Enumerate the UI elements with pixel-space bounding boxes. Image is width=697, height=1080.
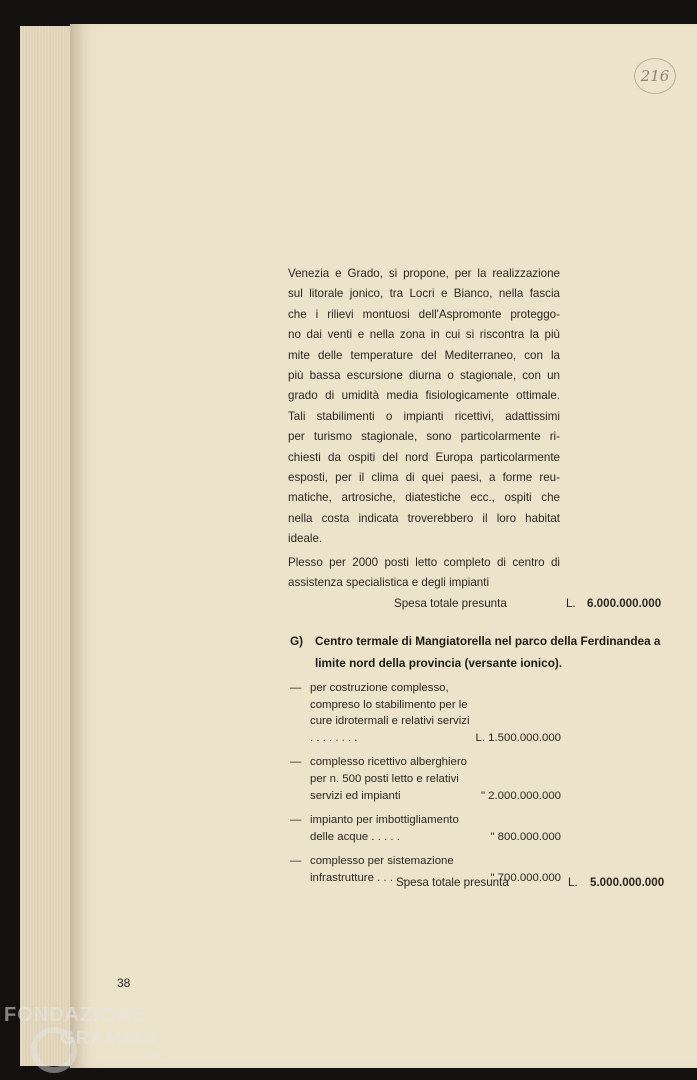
handwritten-page-annotation: 216 [634, 58, 676, 94]
paragraph-line: più bassa escursione diurna o stagionale, con un [288, 369, 560, 383]
paragraph-line: grado di umidità media fisiologicamente ottimale. [288, 389, 560, 403]
body-text [288, 264, 560, 594]
plesso-line: Plesso per 2000 posti letto completo di centro di [288, 555, 560, 569]
paragraph-line: ideale. [288, 532, 323, 546]
total-currency: L. [566, 597, 576, 610]
paragraph-line: che i rilievi montuosi dell'Aspromonte proteggo- [288, 307, 560, 321]
paragraph-line: Tali stabilimenti o impianti ricettivi, adattissimi [288, 409, 560, 423]
section-title: Centro termale di Mangiatorella nel parco della Ferdinandea a limite nord della provincia (versante ionico). [315, 634, 661, 670]
total-amount: 6.000.000.000 [587, 597, 662, 610]
paragraph-line: Venezia e Grado, si propone, per la realizzazione [288, 267, 560, 280]
cost-items-list [290, 680, 570, 895]
paragraph-line: esposti, per il clima di quei paesi, a forme reu- [288, 471, 560, 485]
total-label: Spesa totale presunta [396, 876, 509, 889]
item-cost: " 800.000.000 [490, 830, 561, 843]
cost-item [290, 812, 570, 845]
watermark-line2: GRAMSCI [60, 1028, 157, 1049]
cost-item [290, 680, 570, 746]
item-dash: — [290, 756, 302, 769]
total-label: Spesa totale presunta [394, 597, 507, 610]
paragraph-line: matiche, artrosiche, diatestiche ecc., ospiti che [288, 491, 560, 505]
section-g-heading [290, 630, 665, 674]
item-dash: — [290, 814, 302, 827]
item-description: per costruzione complesso, compreso lo stabilimento per le cure idrotermali e relativi servizi . . . . . . . . [310, 682, 470, 744]
section-letter: G) [290, 634, 304, 648]
total-amount: 5.000.000.000 [590, 876, 665, 889]
item-dash: — [290, 682, 302, 694]
item-description: complesso per sistemazione infrastrutture . . . . . [310, 855, 454, 884]
item-cost: " 700.000.000 [490, 871, 561, 884]
main-paragraph [288, 264, 560, 550]
item-cost: " 2.000.000.000 [480, 789, 561, 802]
watermark-line3: onlus [144, 1052, 168, 1063]
item-cost: L. 1.500.000.000 [475, 731, 561, 744]
paragraph-line: mite delle temperature del Mediterraneo, con la [288, 348, 560, 362]
page-number: 38 [117, 976, 131, 990]
item-description: impianto per imbottigliamento delle acque . . . . . [310, 814, 459, 843]
paragraph-line: no dai venti e nella zona in cui si riscontra la più [288, 328, 560, 342]
item-description: complesso ricettivo alberghiero per n. 500 posti letto e relativi servizi ed impianti [310, 756, 468, 802]
total-currency: L. [568, 876, 578, 889]
item-dash: — [290, 855, 302, 868]
fondazione-gramsci-watermark [4, 1004, 184, 1076]
plesso-paragraph [288, 553, 560, 594]
paragraph-line: per turismo stagionale, sono particolarmente ri- [288, 430, 560, 444]
paragraph-line: chiesti da ospiti del nord Europa particolarmente [288, 450, 560, 464]
cost-item [290, 754, 570, 804]
paragraph-line: nella costa indicata troverebbero il loro habitat [288, 511, 560, 525]
paragraph-line: sul litorale jonico, tra Locri e Bianco, nella fascia [288, 287, 560, 301]
plesso-line: assistenza specialistica e degli impianti [288, 576, 490, 590]
watermark-line1: FONDAZIONE [4, 1004, 147, 1026]
